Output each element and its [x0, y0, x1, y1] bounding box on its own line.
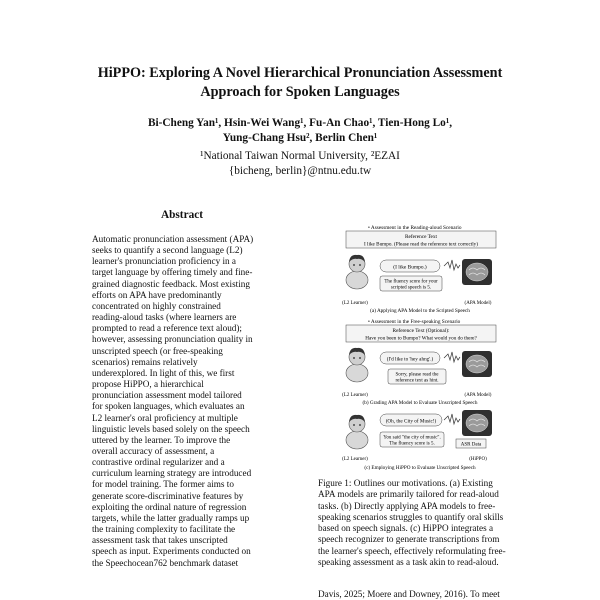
- abstract-line: exploiting the ordinal nature of regression: [92, 501, 247, 512]
- paper-title-line-1: HiPPO: Exploring A Novel Hierarchical Pronunciation Assessment: [97, 65, 503, 81]
- caption-line: speaking assessment as a task akin to read-aloud.: [318, 557, 499, 568]
- caption-line: based on speech signals. (c) HiPPO integrates a: [318, 523, 494, 534]
- abstract-line: the training complexity to facilitate the: [92, 524, 236, 535]
- abstract-line: grained diagnostic feedback. Most existing: [92, 278, 250, 289]
- reference-title-b: Reference Text (Optional):: [392, 328, 450, 334]
- abstract-line: linguistic levels based solely on the speech: [92, 423, 250, 434]
- figure-1: [320, 222, 510, 474]
- speech-text-a: (I like Bumpo.): [393, 264, 427, 271]
- abstract-line: curriculum learning strategy are introduced: [92, 468, 252, 479]
- paper-title: [40, 64, 560, 102]
- apa-model-icon-b: [462, 351, 492, 377]
- model-label-a: (APA Model): [464, 301, 492, 306]
- scenario-label-b: • Assessment in the Free-speaking Scenario: [368, 319, 461, 325]
- caption-line: APA models are primarily tailored for read-aloud: [318, 489, 499, 500]
- waveform-icon-c: [444, 414, 460, 424]
- reference-title-a: Reference Text: [404, 234, 438, 240]
- sub-caption-a: (a) Applying APA Model to the Scripted Speech: [370, 308, 470, 314]
- abstract-line: L2 learner's oral proficiency at multiple: [92, 412, 238, 423]
- speech-text-b: (I'd like to 'hey ahng'.): [386, 356, 434, 363]
- caption-line: Figure 1: Outlines our motivations. (a) Existing: [318, 478, 493, 488]
- affiliation-line: ¹National Taiwan Normal University, ²EZAI: [200, 150, 400, 162]
- caption-line: the learner's speech, effectively reformulating free-: [318, 545, 506, 556]
- abstract-line: pronunciation assessment model tailored: [92, 390, 242, 401]
- email-line: {bicheng, berlin}@ntnu.edu.tw: [228, 165, 372, 177]
- speech-text-c: (Oh, the City of Music!): [385, 418, 437, 425]
- abstract-line: underexplored. In light of this, we first: [92, 367, 235, 378]
- caption-line: speech recognizer to generate transcriptions from: [318, 534, 500, 545]
- abstract-line: the Speechocean762 benchmark dataset: [92, 557, 239, 568]
- abstract-line: unscripted speech (or free-speaking: [92, 345, 223, 356]
- model-label-c: (HiPPO): [469, 457, 487, 462]
- learner-label-a: (L2 Learner): [342, 301, 368, 306]
- author-list: [60, 116, 540, 146]
- abstract-line: assessment task that takes unscripted: [92, 535, 228, 546]
- author-line-1: Bi-Cheng Yan¹, Hsin-Wei Wang¹, Fu-An Chao¹, Tien-Hong Lo¹,: [147, 117, 453, 129]
- abstract-line: Automatic pronunciation assessment (APA): [92, 234, 254, 244]
- abstract-line: overall accuracy of assessment, a: [92, 445, 215, 456]
- abstract-line: contrastive ordinal regularizer and a: [92, 457, 225, 468]
- abstract-line: for model training. The former aims to: [92, 479, 234, 490]
- reply-line-2-a: scripted speech is 5.: [390, 285, 432, 291]
- reference-text-b: Have you been to Bumpo? What would you do there?: [365, 335, 477, 342]
- learner-icon-c: [346, 415, 368, 449]
- learner-icon-b: [346, 348, 368, 382]
- abstract-line: scenarios) remains relatively: [92, 356, 198, 367]
- abstract-line: learner's pronunciation proficiency in a: [92, 256, 237, 267]
- caption-line: tasks. (b) Directly applying APA models to free-: [318, 500, 496, 511]
- reply-line-1-c: You said "the city of music".: [383, 435, 441, 441]
- figure-panel-a: [342, 225, 496, 314]
- abstract-line: prompted to read a reference text aloud);: [92, 323, 242, 334]
- paper-title-line-2: Approach for Spoken Languages: [200, 84, 400, 100]
- sub-caption-c: (c) Employing HiPPO to Evaluate Unscripted Speech: [364, 465, 476, 471]
- reply-line-1-a: The fluency score for your: [384, 279, 438, 285]
- abstract-body: [92, 234, 270, 569]
- reply-line-2-c: The fluency score is 5.: [389, 441, 435, 447]
- abstract-line: targets, while the latter gradually ramps up: [92, 512, 250, 523]
- figure-panel-c: [342, 410, 492, 471]
- learner-label-c: (L2 Learner): [342, 457, 368, 462]
- abstract-line: for spoken languages, which evaluates an: [92, 401, 245, 412]
- abstract-line: speech as input. Experiments conducted on: [92, 546, 251, 557]
- scenario-label-a: • Assessment in the Reading-aloud Scenario: [368, 225, 462, 231]
- learner-label-b: (L2 Learner): [342, 393, 368, 398]
- abstract-line: generate score-discriminative features by: [92, 490, 244, 501]
- apa-model-icon-a: [462, 259, 492, 285]
- reply-line-1-b: Sorry, please read the: [395, 372, 439, 378]
- abstract-line: efforts on APA have predominantly: [92, 289, 222, 300]
- affiliation: [60, 149, 540, 179]
- reference-text-a: I like Bumpo. (Please read the reference text correctly): [364, 241, 478, 248]
- model-label-b: (APA Model): [464, 393, 492, 398]
- author-line-2: Yung-Chang Hsu², Berlin Chen¹: [222, 132, 378, 144]
- abstract-line: target language by offering timely and fine-: [92, 267, 253, 278]
- abstract-line: concentrated on highly constrained: [92, 300, 221, 311]
- figure-panel-b: [342, 319, 496, 406]
- reply-line-2-b: reference text as hint.: [395, 378, 439, 384]
- sub-caption-b: (b) Grading APA Model to Evaluate Unscripted Speech: [362, 400, 478, 406]
- abstract-line: however, assessing pronunciation quality in: [92, 334, 253, 345]
- learner-icon-a: [346, 255, 368, 289]
- abstract-line: seeks to quantify a second language (L2): [92, 245, 243, 256]
- abstract-heading: Abstract: [160, 209, 204, 221]
- body-text-continuation: Davis, 2025; Moere and Downey, 2016). To meet: [318, 589, 500, 599]
- abstract-line: uttered by the learner. To improve the: [92, 434, 231, 445]
- hippo-model-icon: [462, 410, 492, 436]
- abstract-line: reading-aloud tasks (where learners are: [92, 312, 237, 323]
- figure-caption: [318, 478, 512, 568]
- waveform-icon-b: [444, 352, 460, 362]
- caption-line: speaking scenarios struggles to quantify oral skills: [318, 511, 504, 522]
- asr-data-label: ASR Data: [460, 442, 482, 448]
- abstract-line: propose HiPPO, a hierarchical: [92, 379, 204, 390]
- waveform-icon-a: [444, 260, 460, 270]
